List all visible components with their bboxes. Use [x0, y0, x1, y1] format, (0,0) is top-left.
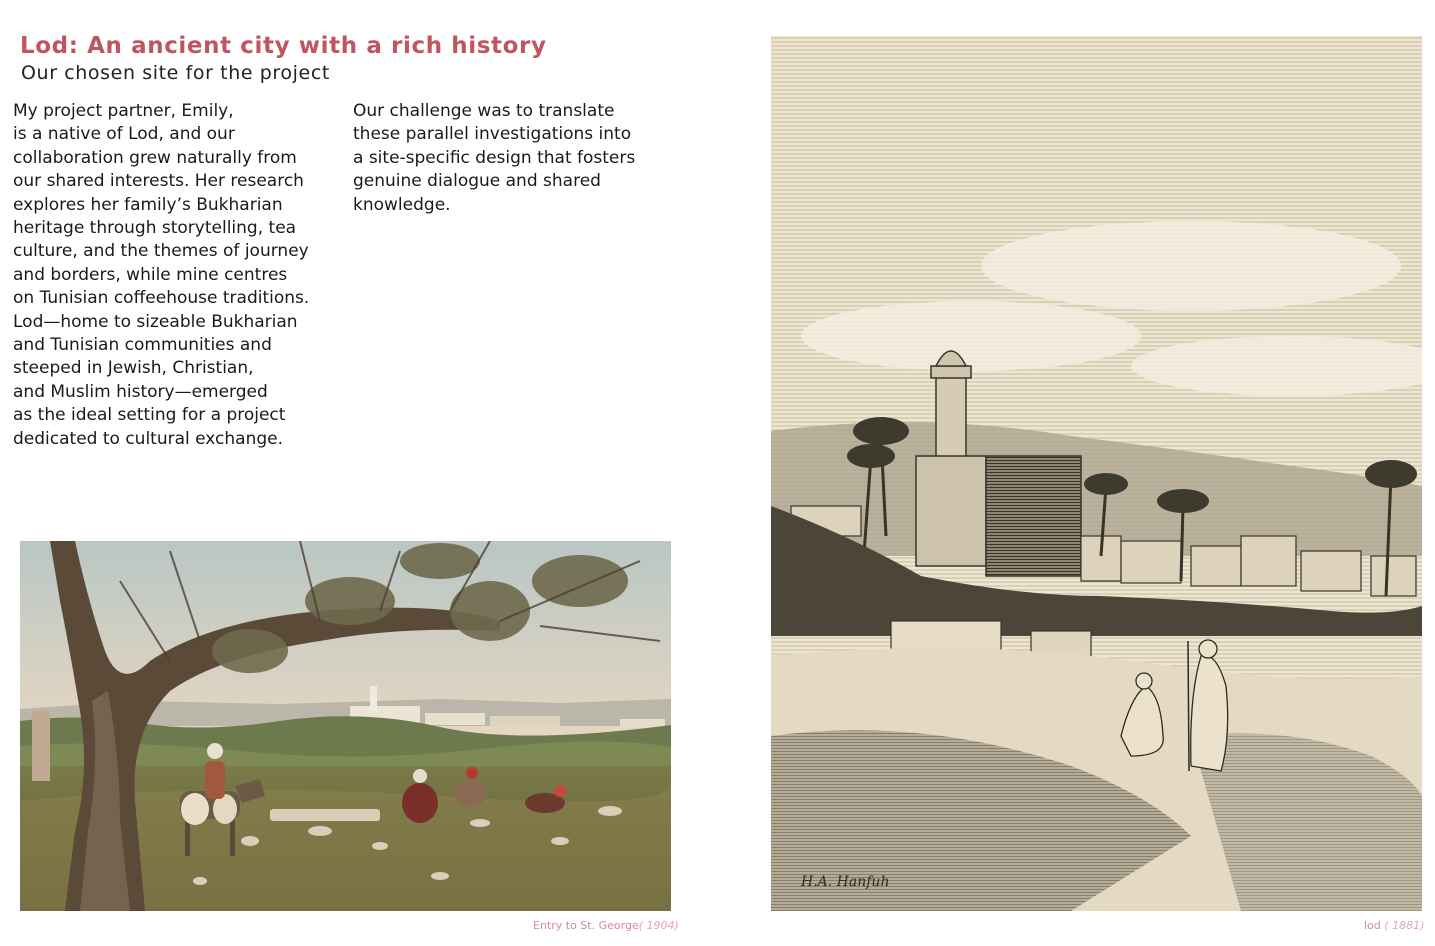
body-line: genuine dialogue and shared — [353, 171, 601, 192]
body-line: Lod—home to sizeable Bukharian — [13, 311, 298, 332]
caption-photo-2 — [1364, 919, 1424, 932]
body-line: explores her family’s Bukharian — [13, 194, 283, 215]
body-column-1 — [13, 100, 333, 451]
body-line: and borders, while mine centres — [13, 264, 288, 285]
engraver-signature: H.A. Hanfuh — [801, 874, 890, 890]
body-line: and Tunisian communities and — [13, 335, 272, 356]
page-title: Lod: An ancient city with a rich history — [20, 33, 547, 59]
caption-year: ( 1904) — [638, 919, 679, 932]
body-line: knowledge. — [353, 194, 451, 215]
engraving-lod — [771, 36, 1422, 911]
body-line: these parallel investigations into — [353, 124, 632, 145]
body-line: dedicated to cultural exchange. — [13, 428, 284, 449]
caption-text: Entry to St. George — [533, 919, 639, 932]
body-line: as the ideal setting for a project — [13, 405, 286, 426]
body-line: and Muslim history—emerged — [13, 381, 268, 402]
photo-entry-to-st-george — [20, 541, 671, 911]
body-line: steeped in Jewish, Christian, — [13, 358, 254, 379]
page-subtitle: Our chosen site for the project — [21, 62, 330, 84]
body-line: Our challenge was to translate — [353, 101, 615, 121]
body-line: collaboration grew naturally from — [13, 147, 297, 168]
caption-photo-1 — [533, 919, 679, 932]
caption-text: lod — [1364, 919, 1381, 932]
body-line: is a native of Lod, and our — [13, 124, 235, 145]
caption-year: ( 1881) — [1384, 919, 1425, 932]
body-column-2 — [353, 100, 663, 217]
body-line: culture, and the themes of journey — [13, 241, 309, 262]
body-line: our shared interests. Her research — [13, 171, 304, 192]
body-line: a site-specific design that fosters — [353, 147, 636, 168]
body-line: heritage through storytelling, tea — [13, 218, 297, 239]
body-line: My project partner, Emily, — [13, 101, 234, 121]
body-line: on Tunisian coffeehouse traditions. — [13, 288, 310, 309]
